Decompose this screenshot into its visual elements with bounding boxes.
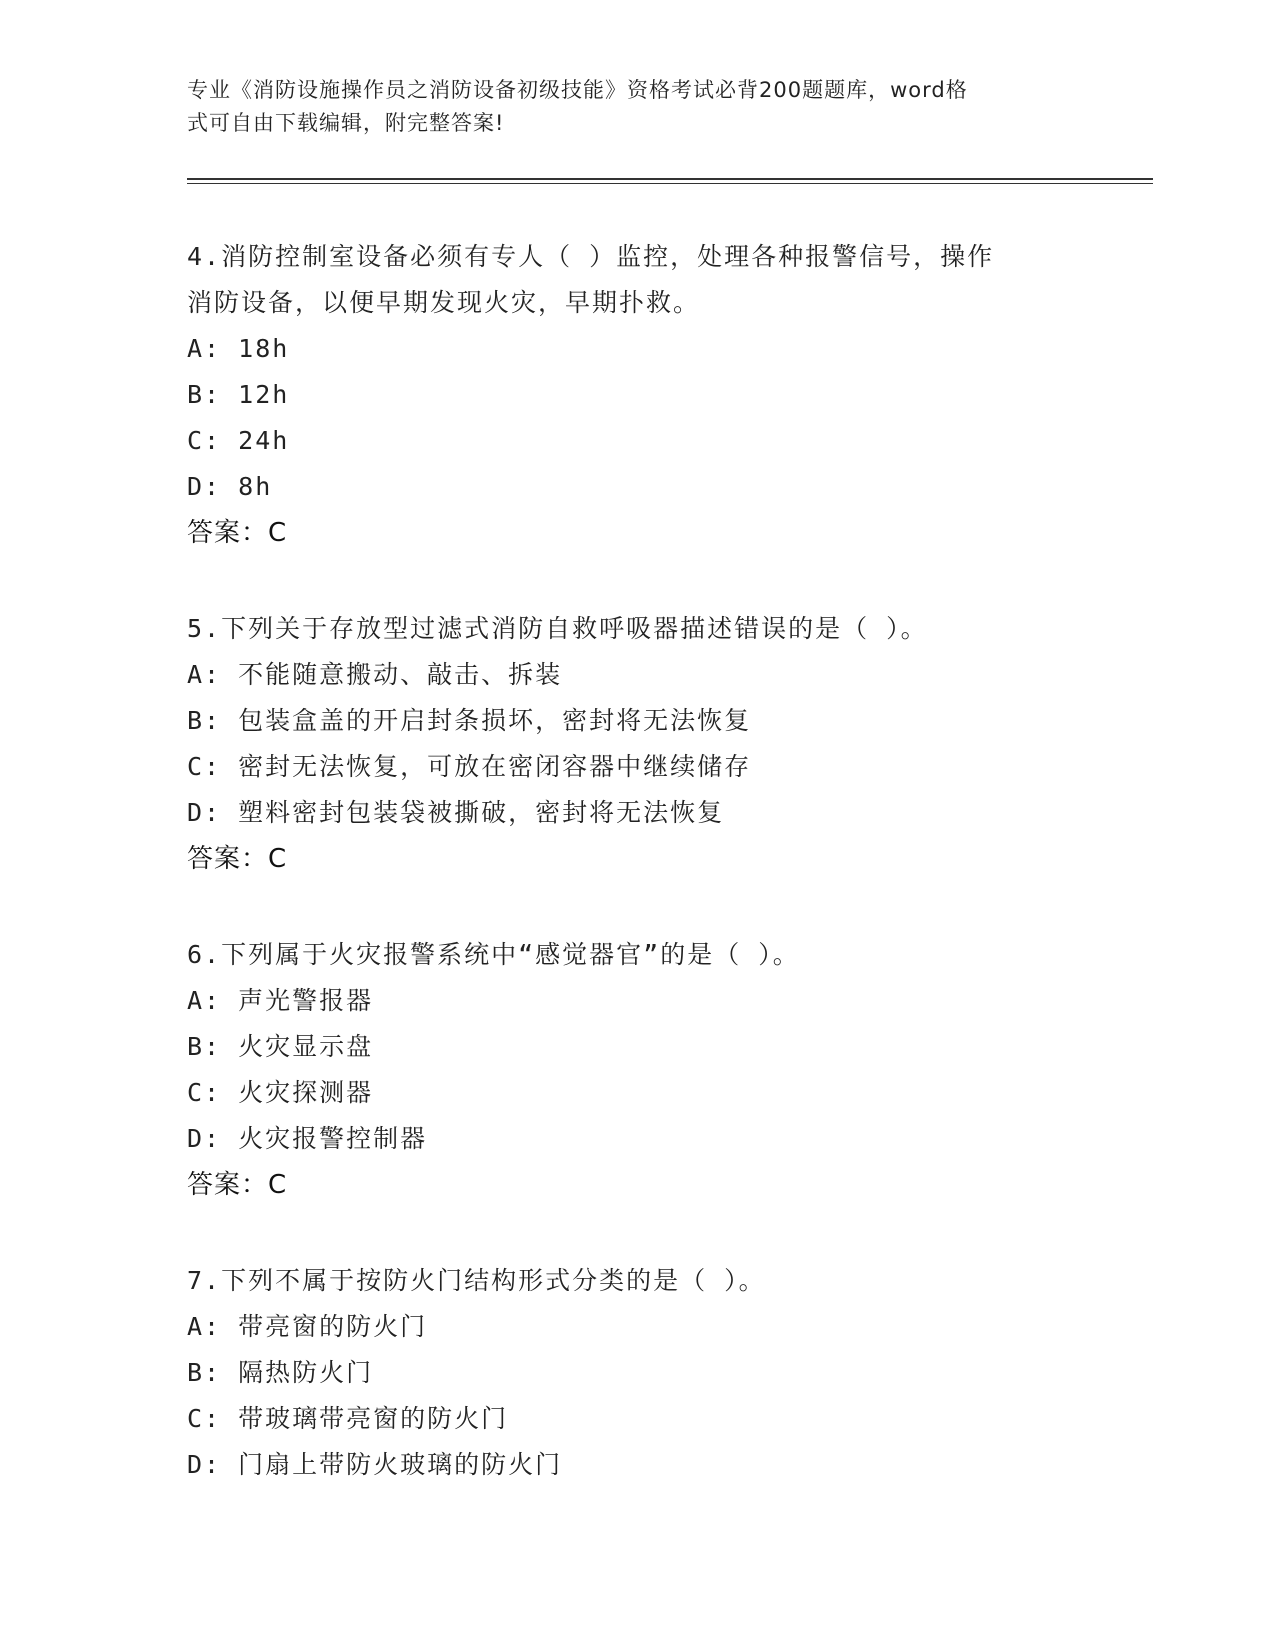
option-d bbox=[187, 1116, 1087, 1162]
option-key: A: bbox=[187, 1312, 222, 1341]
option-key: B: bbox=[187, 1358, 222, 1387]
option-key: B: bbox=[187, 1032, 222, 1061]
option-c bbox=[187, 418, 1087, 464]
answer-line: 答案：C bbox=[187, 518, 288, 548]
answer-line: 答案：C bbox=[187, 844, 288, 874]
option-key: B: bbox=[187, 380, 222, 409]
option-key: A: bbox=[187, 986, 222, 1015]
header-line-1: 专业《消防设施操作员之消防设备初级技能》资格考试必背200题题库，word格 bbox=[187, 78, 968, 102]
option-key: D: bbox=[187, 1124, 222, 1153]
option-c bbox=[187, 744, 1087, 790]
question-4 bbox=[187, 234, 1087, 556]
question-stem: 4.消防控制室设备必须有专人（ ）监控，处理各种报警信号，操作 bbox=[187, 242, 995, 271]
question-6 bbox=[187, 932, 1087, 1208]
option-key: A: bbox=[187, 660, 222, 689]
option-b bbox=[187, 698, 1087, 744]
document-header bbox=[187, 74, 1067, 140]
option-text: 12h bbox=[238, 380, 290, 409]
question-stem-continued: 消防设备，以便早期发现火灾，早期扑救。 bbox=[187, 288, 701, 317]
option-key: A: bbox=[187, 334, 222, 363]
option-key: B: bbox=[187, 706, 222, 735]
question-stem: 7.下列不属于按防火门结构形式分类的是（ ）。 bbox=[187, 1266, 766, 1295]
answer-line: 答案：C bbox=[187, 1170, 288, 1200]
option-c bbox=[187, 1070, 1087, 1116]
option-text: 声光警报器 bbox=[238, 986, 374, 1015]
question-7 bbox=[187, 1258, 1087, 1488]
question-5 bbox=[187, 606, 1087, 882]
option-text: 密封无法恢复，可放在密闭容器中继续储存 bbox=[238, 752, 752, 781]
header-divider-thick bbox=[187, 178, 1153, 180]
option-b bbox=[187, 1024, 1087, 1070]
option-a bbox=[187, 652, 1087, 698]
option-key: C: bbox=[187, 752, 222, 781]
option-text: 不能随意搬动、敲击、拆装 bbox=[238, 660, 563, 689]
option-b bbox=[187, 372, 1087, 418]
option-text: 隔热防火门 bbox=[238, 1358, 374, 1387]
option-text: 火灾报警控制器 bbox=[238, 1124, 428, 1153]
header-divider-thin bbox=[187, 183, 1153, 184]
option-key: C: bbox=[187, 426, 222, 455]
option-b bbox=[187, 1350, 1087, 1396]
option-text: 塑料密封包装袋被撕破，密封将无法恢复 bbox=[238, 798, 725, 827]
option-a bbox=[187, 978, 1087, 1024]
option-key: D: bbox=[187, 472, 222, 501]
option-text: 8h bbox=[238, 472, 273, 501]
header-line-2: 式可自由下载编辑，附完整答案! bbox=[187, 111, 505, 135]
option-text: 带亮窗的防火门 bbox=[238, 1312, 428, 1341]
option-c bbox=[187, 1396, 1087, 1442]
question-stem: 5.下列关于存放型过滤式消防自救呼吸器描述错误的是（ ）。 bbox=[187, 614, 928, 643]
option-text: 火灾探测器 bbox=[238, 1078, 374, 1107]
question-stem: 6.下列属于火灾报警系统中“感觉器官”的是（ ）。 bbox=[187, 940, 800, 969]
option-text: 火灾显示盘 bbox=[238, 1032, 374, 1061]
option-text: 带玻璃带亮窗的防火门 bbox=[238, 1404, 509, 1433]
option-key: D: bbox=[187, 798, 222, 827]
option-text: 18h bbox=[238, 334, 290, 363]
option-text: 包装盒盖的开启封条损坏，密封将无法恢复 bbox=[238, 706, 752, 735]
option-a bbox=[187, 1304, 1087, 1350]
option-text: 门扇上带防火玻璃的防火门 bbox=[238, 1450, 563, 1479]
question-list bbox=[187, 234, 1087, 1538]
option-key: C: bbox=[187, 1404, 222, 1433]
option-d bbox=[187, 464, 1087, 510]
option-key: C: bbox=[187, 1078, 222, 1107]
option-key: D: bbox=[187, 1450, 222, 1479]
option-a bbox=[187, 326, 1087, 372]
option-text: 24h bbox=[238, 426, 290, 455]
option-d bbox=[187, 790, 1087, 836]
option-d bbox=[187, 1442, 1087, 1488]
